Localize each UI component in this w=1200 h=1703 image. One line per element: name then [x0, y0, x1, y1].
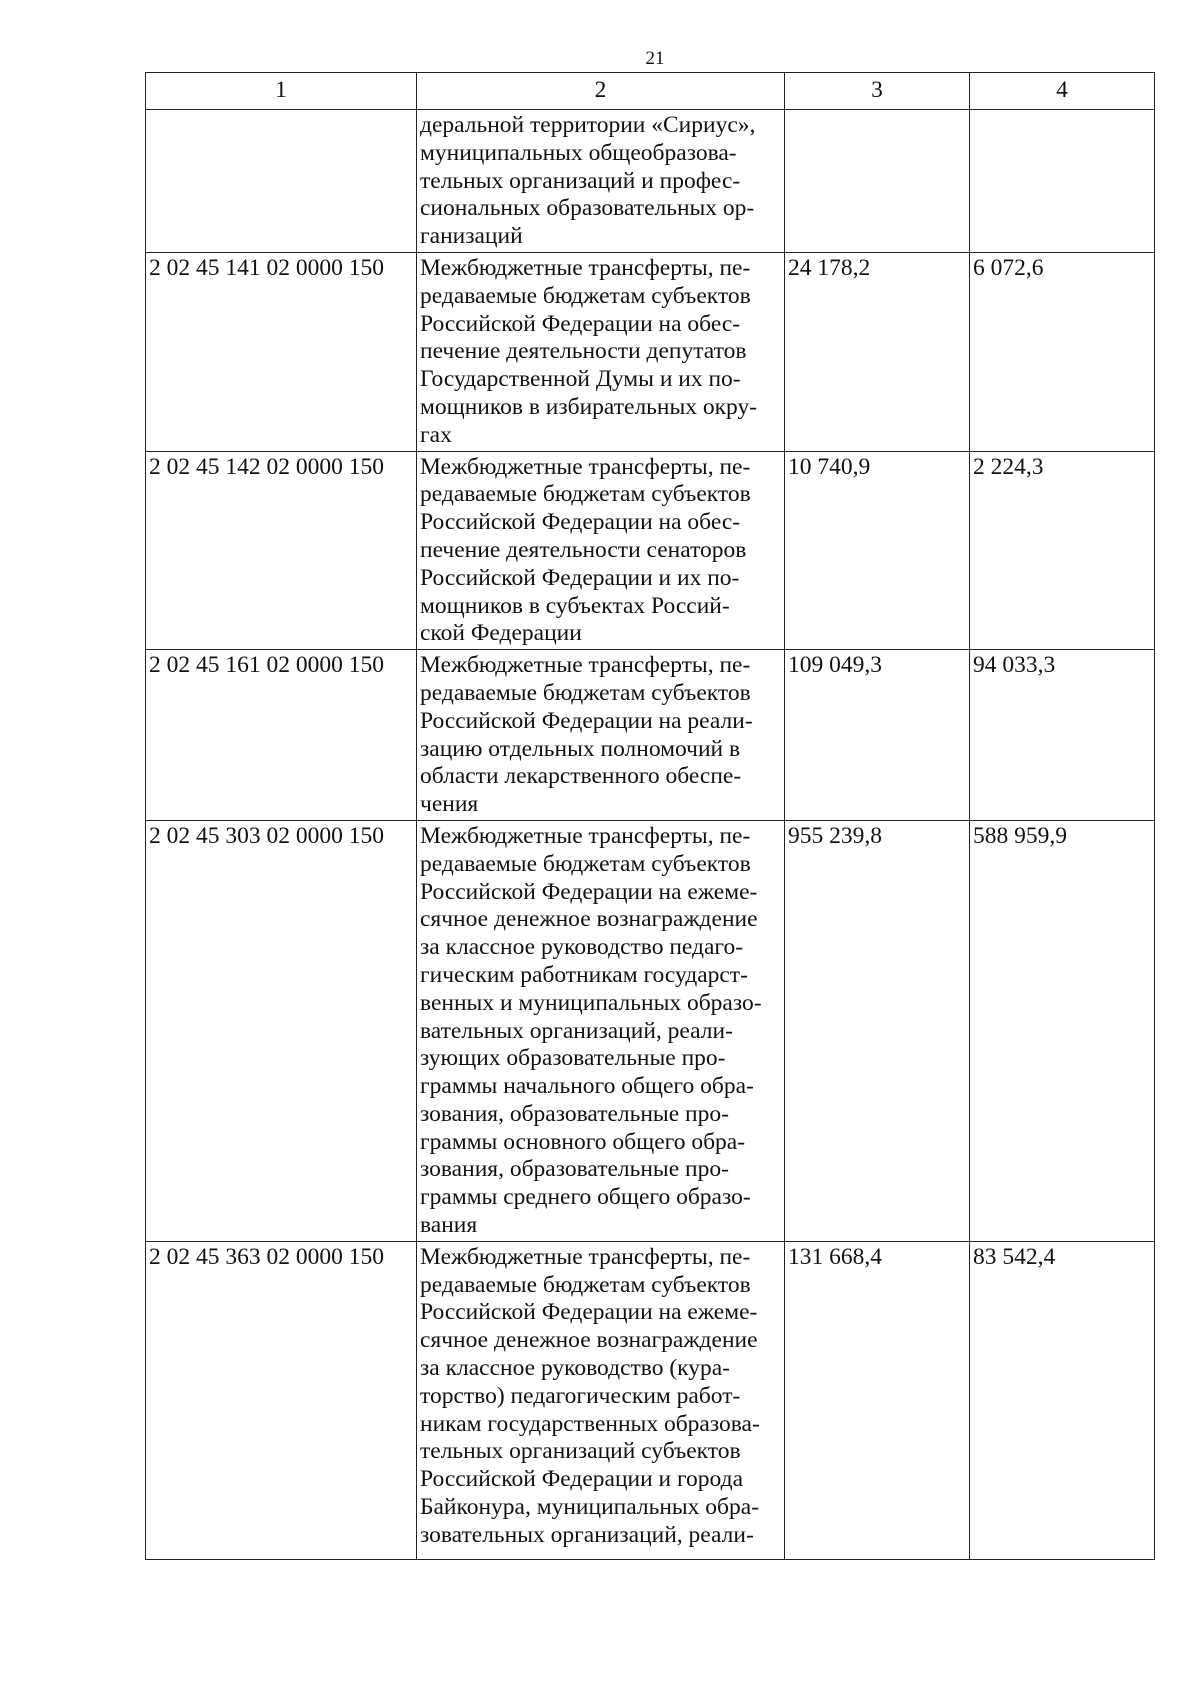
value-cell-col3: 10 740,9	[785, 451, 970, 650]
code-cell	[146, 110, 417, 253]
table-row	[146, 451, 1155, 650]
value-cell-col3: 109 049,3	[785, 650, 970, 821]
header-row	[146, 73, 1155, 110]
code-cell: 2 02 45 142 02 0000 150	[146, 451, 417, 650]
code-cell: 2 02 45 303 02 0000 150	[146, 820, 417, 1241]
description-cell: Межбюджетные трансферты, пе- редаваемые бюджетам субъектов Российской Федерации на реали- зацию отдельных полномочий в области лекарственного обеспе- чения	[417, 650, 785, 821]
description-cell: Межбюджетные трансферты, пе- редаваемые бюджетам субъектов Российской Федерации на обес- печение деятельности депутатов Государственной Думы и их по- мощников в избирательных окру- гах	[417, 252, 785, 451]
description-cell: Межбюджетные трансферты, пе- редаваемые бюджетам субъектов Российской Федерации на ежеме- сячное денежное вознаграждение за классное руководство педаго- гическим работникам государст- венных и муниципальных образо- вательных организаций, реали- зующих образовательные про- граммы начального общего обра- зования, образовательные про- граммы основного общего обра- зования, образовательные про- граммы среднего общего образо- вания	[417, 820, 785, 1241]
table-body	[146, 110, 1155, 1560]
value-cell-col4: 2 224,3	[970, 451, 1155, 650]
value-cell-col4: 588 959,9	[970, 820, 1155, 1241]
code-cell: 2 02 45 141 02 0000 150	[146, 252, 417, 451]
table-row	[146, 650, 1155, 821]
header-col-4: 4	[970, 73, 1155, 110]
table-row	[146, 252, 1155, 451]
header-col-3: 3	[785, 73, 970, 110]
code-cell: 2 02 45 161 02 0000 150	[146, 650, 417, 821]
value-cell-col3	[785, 110, 970, 253]
value-cell-col4: 6 072,6	[970, 252, 1155, 451]
budget-table	[145, 72, 1155, 1560]
description-cell: деральной территории «Сириус», муниципальных общеобразова- тельных организаций и профес- сиональных образовательных ор- ганизаций	[417, 110, 785, 253]
description-cell: Межбюджетные трансферты, пе- редаваемые бюджетам субъектов Российской Федерации на ежеме- сячное денежное вознаграждение за классное руководство (кура- торство) педагогическим работ- никам государственных образова- тельных организаций субъектов Российской Федерации и города Байконура, муниципальных обра- зовательных организаций, реали-	[417, 1241, 785, 1559]
table-row	[146, 1241, 1155, 1559]
header-col-2: 2	[417, 73, 785, 110]
page-number: 21	[645, 48, 665, 69]
value-cell-col4: 83 542,4	[970, 1241, 1155, 1559]
table-row	[146, 820, 1155, 1241]
value-cell-col3: 131 668,4	[785, 1241, 970, 1559]
value-cell-col4	[970, 110, 1155, 253]
description-cell: Межбюджетные трансферты, пе- редаваемые бюджетам субъектов Российской Федерации на обес- печение деятельности сенаторов Российской Федерации и их по- мощников в субъектах Россий- ской Федерации	[417, 451, 785, 650]
table-header	[146, 73, 1155, 110]
value-cell-col4: 94 033,3	[970, 650, 1155, 821]
code-cell: 2 02 45 363 02 0000 150	[146, 1241, 417, 1559]
table-row	[146, 110, 1155, 253]
value-cell-col3: 955 239,8	[785, 820, 970, 1241]
header-col-1: 1	[146, 73, 417, 110]
value-cell-col3: 24 178,2	[785, 252, 970, 451]
